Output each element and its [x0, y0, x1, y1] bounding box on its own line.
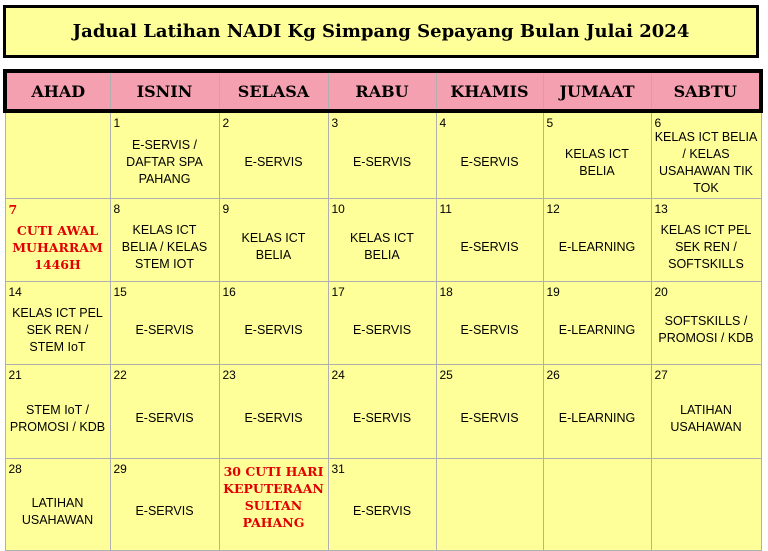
day-cell-content: [544, 282, 651, 364]
activity-container: [437, 127, 543, 198]
calendar-day-cell: [110, 365, 219, 459]
day-cell-content: [652, 365, 761, 458]
calendar-day-cell: [543, 365, 651, 459]
day-cell-content: [6, 199, 110, 281]
calendar-day-cell: [110, 282, 219, 365]
day-number: 14: [8, 285, 22, 299]
holiday-text: CUTI AWAL MUHARRAM 1446H: [12, 222, 103, 272]
calendar-day-cell: [5, 111, 110, 199]
activity-text: KELAS ICT BELIA / KELAS USAHAWAN TIK TOK: [654, 129, 758, 195]
activity-container: [220, 296, 328, 364]
activity-text: E-SERVIS: [244, 322, 303, 337]
activity-container: [437, 473, 543, 550]
day-number: 27: [654, 368, 668, 382]
day-cell-content: [652, 199, 761, 281]
activity-container: [220, 127, 328, 198]
day-number: 7: [8, 202, 18, 217]
activity-text: E-SERVIS: [460, 411, 519, 425]
activity-text: KELAS ICT PEL SEK REN / STEM IoT: [12, 305, 103, 354]
activity-text: LATIHAN USAHAWAN: [21, 495, 94, 527]
day-cell-content: [544, 459, 651, 550]
day-number: 28: [8, 462, 22, 476]
day-cell-content: [220, 459, 328, 550]
calendar-day-cell: [543, 282, 651, 365]
activity-text: E-SERVIS: [460, 239, 519, 254]
page-title: Jadual Latihan NADI Kg Simpang Sepayang Bulan Julai 2024: [72, 21, 690, 42]
day-number: 9: [222, 202, 230, 216]
calendar-day-cell: [5, 282, 110, 365]
holiday-label: [220, 459, 328, 531]
calendar-day-cell: [651, 111, 761, 199]
activity-text: KELAS ICT PEL SEK REN / SOFTSKILLS: [660, 222, 752, 271]
day-number: 30: [223, 464, 241, 479]
activity-container: [652, 473, 761, 550]
calendar-day-cell: [110, 199, 219, 282]
activity-text: E-LEARNING: [558, 411, 636, 425]
calendar-day-cell: [219, 365, 328, 459]
weekday-header-row: [5, 71, 761, 111]
activity-text: E-LEARNING: [558, 239, 636, 254]
calendar-day-cell: [651, 282, 761, 365]
activity-container: [111, 127, 219, 198]
weekday-header: AHAD: [5, 71, 110, 111]
day-number: 18: [439, 285, 453, 299]
calendar-day-cell: [219, 459, 328, 551]
activity-container: [544, 213, 651, 281]
day-cell-content: [220, 199, 328, 281]
activity-text: LATIHAN USAHAWAN: [670, 402, 742, 434]
activity-container: [652, 296, 761, 364]
weekday-header: JUMAAT: [543, 71, 651, 111]
activity-container: [544, 127, 651, 198]
activity-container: [652, 213, 761, 281]
calendar-day-cell: [543, 111, 651, 199]
activity-container: [652, 379, 761, 458]
day-cell-content: [437, 365, 543, 458]
activity-container: [544, 473, 651, 550]
activity-text: E-SERVIS: [135, 411, 194, 425]
day-cell-content: [111, 459, 219, 550]
activity-container: [111, 473, 219, 550]
calendar-day-cell: [328, 199, 436, 282]
calendar-day-cell: [651, 459, 761, 551]
day-cell-content: [329, 199, 436, 281]
day-cell-content: [544, 365, 651, 458]
activity-text: E-SERVIS: [244, 411, 303, 425]
calendar-day-cell: [328, 111, 436, 199]
calendar-week-row: [5, 111, 761, 199]
day-number: 22: [113, 368, 127, 382]
weekday-header: SELASA: [219, 71, 328, 111]
weekday-header: RABU: [328, 71, 436, 111]
day-number: 6: [654, 116, 662, 130]
day-cell-content: [652, 282, 761, 364]
calendar-day-cell: [436, 111, 543, 199]
calendar-week-row: [5, 459, 761, 551]
activity-text: E-SERVIS: [352, 155, 412, 169]
calendar-day-cell: [651, 199, 761, 282]
day-cell-content: [6, 365, 110, 458]
day-cell-content: [111, 282, 219, 364]
activity-text: SOFTSKILLS / PROMOSI / KDB: [658, 314, 754, 345]
day-cell-content: [437, 199, 543, 281]
activity-text: E-SERVIS / DAFTAR SPA PAHANG: [126, 138, 203, 186]
title-banner: [3, 5, 759, 58]
day-number: 3: [331, 116, 339, 130]
activity-container: [6, 296, 110, 364]
day-number: 20: [654, 285, 668, 299]
weekday-header: KHAMIS: [436, 71, 543, 111]
day-cell-content: [220, 113, 328, 198]
calendar-week-row: [5, 199, 761, 282]
day-number: 25: [439, 368, 453, 382]
activity-container: [437, 213, 543, 281]
activity-container: [220, 379, 328, 458]
calendar-week-row: [5, 365, 761, 459]
activity-text: E-LEARNING: [558, 322, 636, 337]
day-number: 12: [546, 202, 560, 216]
activity-container: [6, 379, 110, 458]
day-number: 24: [331, 368, 345, 382]
day-number: 5: [546, 116, 554, 130]
calendar-day-cell: [436, 459, 543, 551]
activity-text: E-SERVIS: [352, 411, 412, 425]
activity-container: [6, 127, 110, 198]
day-cell-content: [544, 199, 651, 281]
activity-container: [329, 473, 436, 550]
calendar-day-cell: [436, 199, 543, 282]
calendar-week-row: [5, 282, 761, 365]
weekday-header: SABTU: [651, 71, 761, 111]
activity-text: E-SERVIS: [135, 504, 194, 518]
activity-text: KELAS ICT BELIA: [350, 231, 414, 262]
activity-container: [437, 379, 543, 458]
calendar-table: [3, 69, 763, 551]
day-number: 21: [8, 368, 22, 382]
calendar-day-cell: [110, 459, 219, 551]
day-cell-content: [220, 365, 328, 458]
calendar-day-cell: [5, 199, 110, 282]
day-cell-content: [6, 113, 110, 198]
activity-container: [6, 473, 110, 550]
calendar-day-cell: [328, 282, 436, 365]
calendar-day-cell: [219, 199, 328, 282]
day-cell-content: [437, 459, 543, 550]
day-number: 10: [331, 202, 345, 216]
day-cell-content: [437, 282, 543, 364]
day-number: 1: [113, 116, 121, 130]
activity-text: E-SERVIS: [352, 504, 412, 518]
activity-container: [111, 296, 219, 364]
calendar-day-cell: [436, 365, 543, 459]
calendar-day-cell: [543, 459, 651, 551]
activity-container: [329, 127, 436, 198]
activity-text: KELAS ICT BELIA: [241, 231, 306, 262]
activity-container: [111, 379, 219, 458]
activity-text: E-SERVIS: [460, 155, 519, 169]
calendar-day-cell: [543, 199, 651, 282]
day-cell-content: [652, 113, 761, 198]
activity-text: E-SERVIS: [352, 322, 412, 337]
day-number: 23: [222, 368, 236, 382]
calendar-day-cell: [651, 365, 761, 459]
activity-container: [111, 213, 219, 281]
calendar-day-cell: [110, 111, 219, 199]
day-number: 2: [222, 116, 230, 130]
day-number: 31: [331, 462, 345, 476]
holiday-text: CUTI HARI KEPUTERAAN SULTAN PAHANG: [223, 464, 324, 530]
day-number: 26: [546, 368, 560, 382]
day-cell-content: [329, 113, 436, 198]
day-number: 8: [113, 202, 121, 216]
activity-container: [329, 379, 436, 458]
calendar-day-cell: [5, 459, 110, 551]
calendar-day-cell: [328, 459, 436, 551]
calendar-day-cell: [328, 365, 436, 459]
calendar-day-cell: [436, 282, 543, 365]
calendar-day-cell: [219, 111, 328, 199]
activity-text: E-SERVIS: [460, 322, 519, 337]
day-number: 29: [113, 462, 127, 476]
day-cell-content: [329, 282, 436, 364]
activity-container: [329, 213, 436, 281]
day-cell-content: [6, 282, 110, 364]
activity-text: STEM IoT / PROMOSI / KDB: [9, 402, 106, 434]
day-cell-content: [652, 459, 761, 550]
day-number: 13: [654, 202, 668, 216]
calendar-day-cell: [219, 282, 328, 365]
activity-container: [6, 213, 110, 281]
day-cell-content: [111, 113, 219, 198]
day-number: 4: [439, 116, 447, 130]
day-number: 16: [222, 285, 236, 299]
activity-text: E-SERVIS: [135, 322, 194, 337]
day-cell-content: [6, 459, 110, 550]
day-number: 17: [331, 285, 345, 299]
weekday-header: ISNIN: [110, 71, 219, 111]
day-cell-content: [544, 113, 651, 198]
day-cell-content: [111, 365, 219, 458]
activity-text: E-SERVIS: [244, 155, 303, 169]
day-cell-content: [220, 282, 328, 364]
activity-text: KELAS ICT BELIA: [565, 146, 629, 178]
activity-container: [220, 213, 328, 281]
day-cell-content: [111, 199, 219, 281]
activity-container: [544, 296, 651, 364]
day-number: 15: [113, 285, 127, 299]
day-cell-content: [437, 113, 543, 198]
calendar-day-cell: [5, 365, 110, 459]
activity-container: [329, 296, 436, 364]
activity-text: KELAS ICT BELIA / KELAS STEM IOT: [121, 222, 208, 271]
activity-container: [544, 379, 651, 458]
day-number: 19: [546, 285, 560, 299]
activity-container: [652, 127, 761, 198]
day-number: 11: [439, 202, 452, 216]
day-cell-content: [329, 459, 436, 550]
activity-container: [437, 296, 543, 364]
day-cell-content: [329, 365, 436, 458]
